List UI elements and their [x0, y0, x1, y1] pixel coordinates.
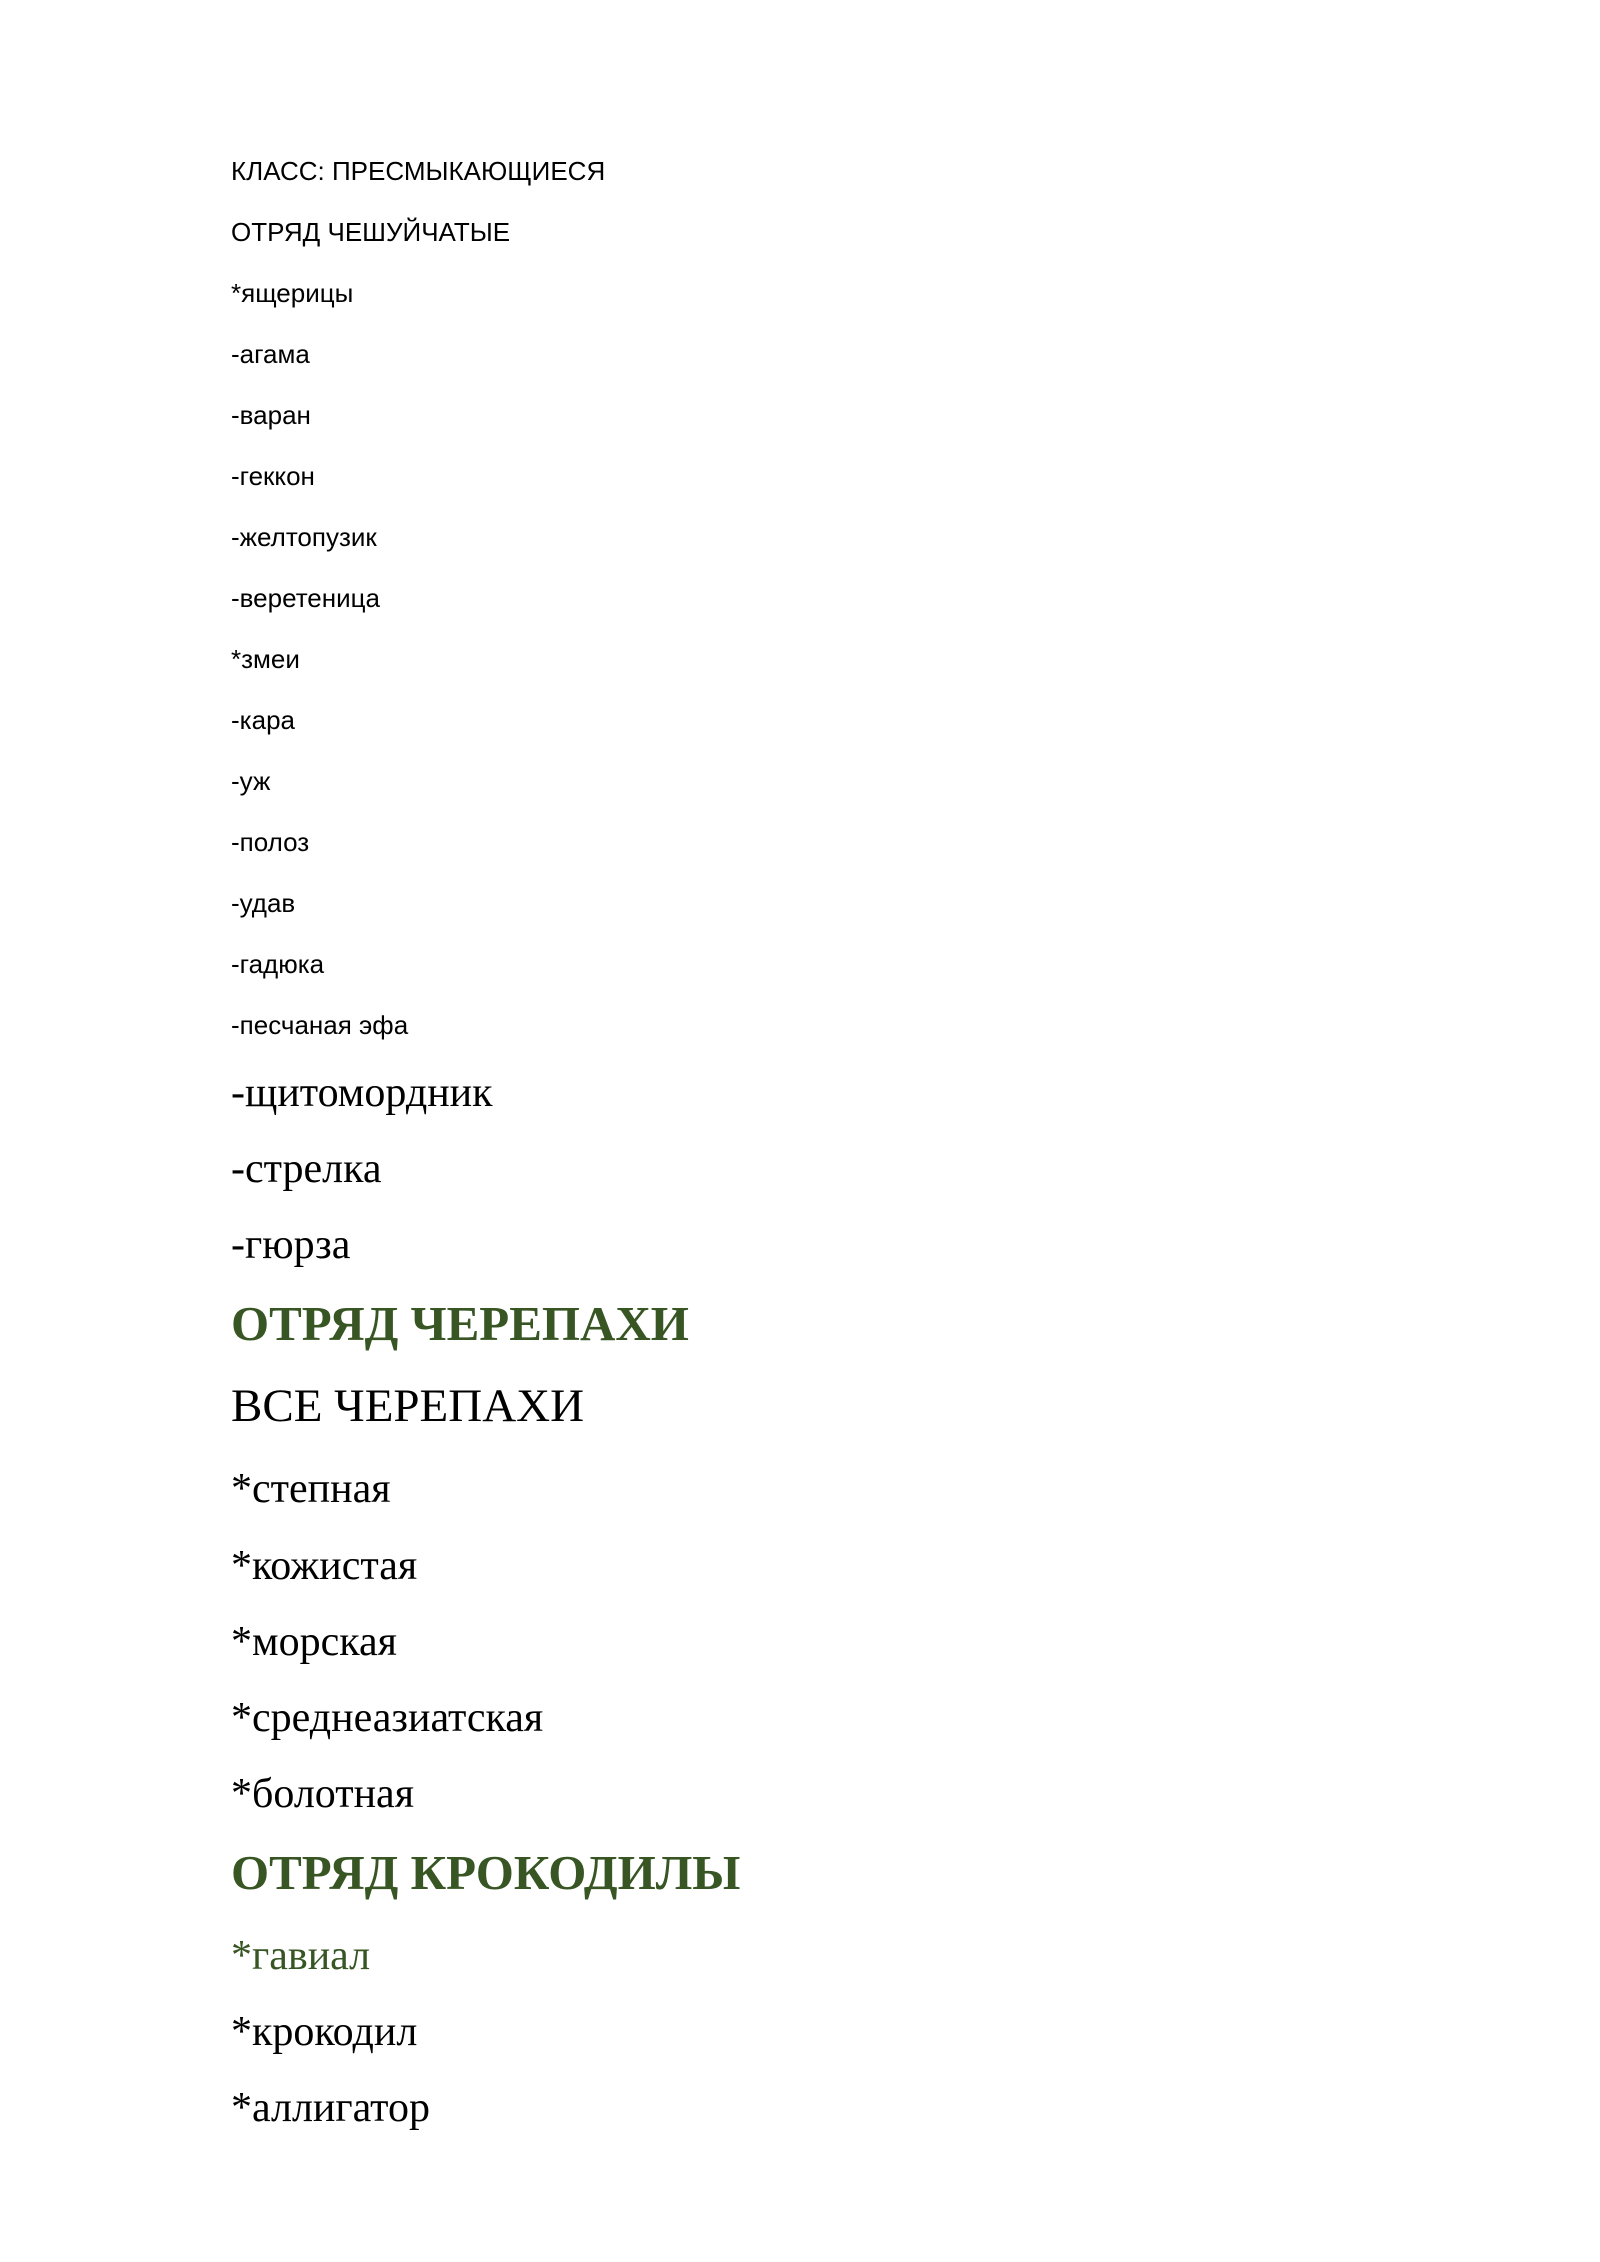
snake-item: -удав — [231, 888, 296, 918]
snake-item: -полоз — [231, 827, 310, 857]
turtle-item: *морская — [231, 1619, 397, 1665]
snakes-label: *змеи — [231, 644, 300, 674]
lizard-item: -желтопузик — [231, 522, 377, 552]
snake-item: -уж — [231, 766, 271, 796]
order-turtles-subtitle: ВСЕ ЧЕРЕПАХИ — [231, 1380, 585, 1432]
lizard-item: -варан — [231, 400, 311, 430]
lizards-label: *ящерицы — [231, 278, 354, 308]
snake-item: -стрелка — [231, 1146, 382, 1192]
crocodile-item: *гавиал — [231, 1933, 371, 1979]
order-squamata-title: ОТРЯД ЧЕШУЙЧАТЫЕ — [231, 217, 511, 247]
crocodile-item: *крокодил — [231, 2009, 418, 2055]
order-crocodiles-title: ОТРЯД КРОКОДИЛЫ — [231, 1845, 741, 1900]
lizard-item: -веретеница — [231, 583, 381, 613]
crocodile-item: *аллигатор — [231, 2085, 430, 2131]
lizard-item: -агама — [231, 339, 310, 369]
snake-item: -щитомордник — [231, 1070, 493, 1116]
order-turtles-title: ОТРЯД ЧЕРЕПАХИ — [231, 1296, 689, 1351]
turtle-item: *степная — [231, 1466, 391, 1512]
snake-item: -гюрза — [231, 1222, 351, 1268]
turtle-item: *среднеазиатская — [231, 1695, 544, 1741]
snake-item: -песчаная эфа — [231, 1010, 409, 1040]
class-title: КЛАСС: ПРЕСМЫКАЮЩИЕСЯ — [231, 156, 606, 186]
snake-item: -кара — [231, 705, 295, 735]
snake-item: -гадюка — [231, 949, 325, 979]
lizard-item: -геккон — [231, 461, 315, 491]
turtle-item: *кожистая — [231, 1543, 418, 1589]
turtle-item: *болотная — [231, 1771, 415, 1817]
